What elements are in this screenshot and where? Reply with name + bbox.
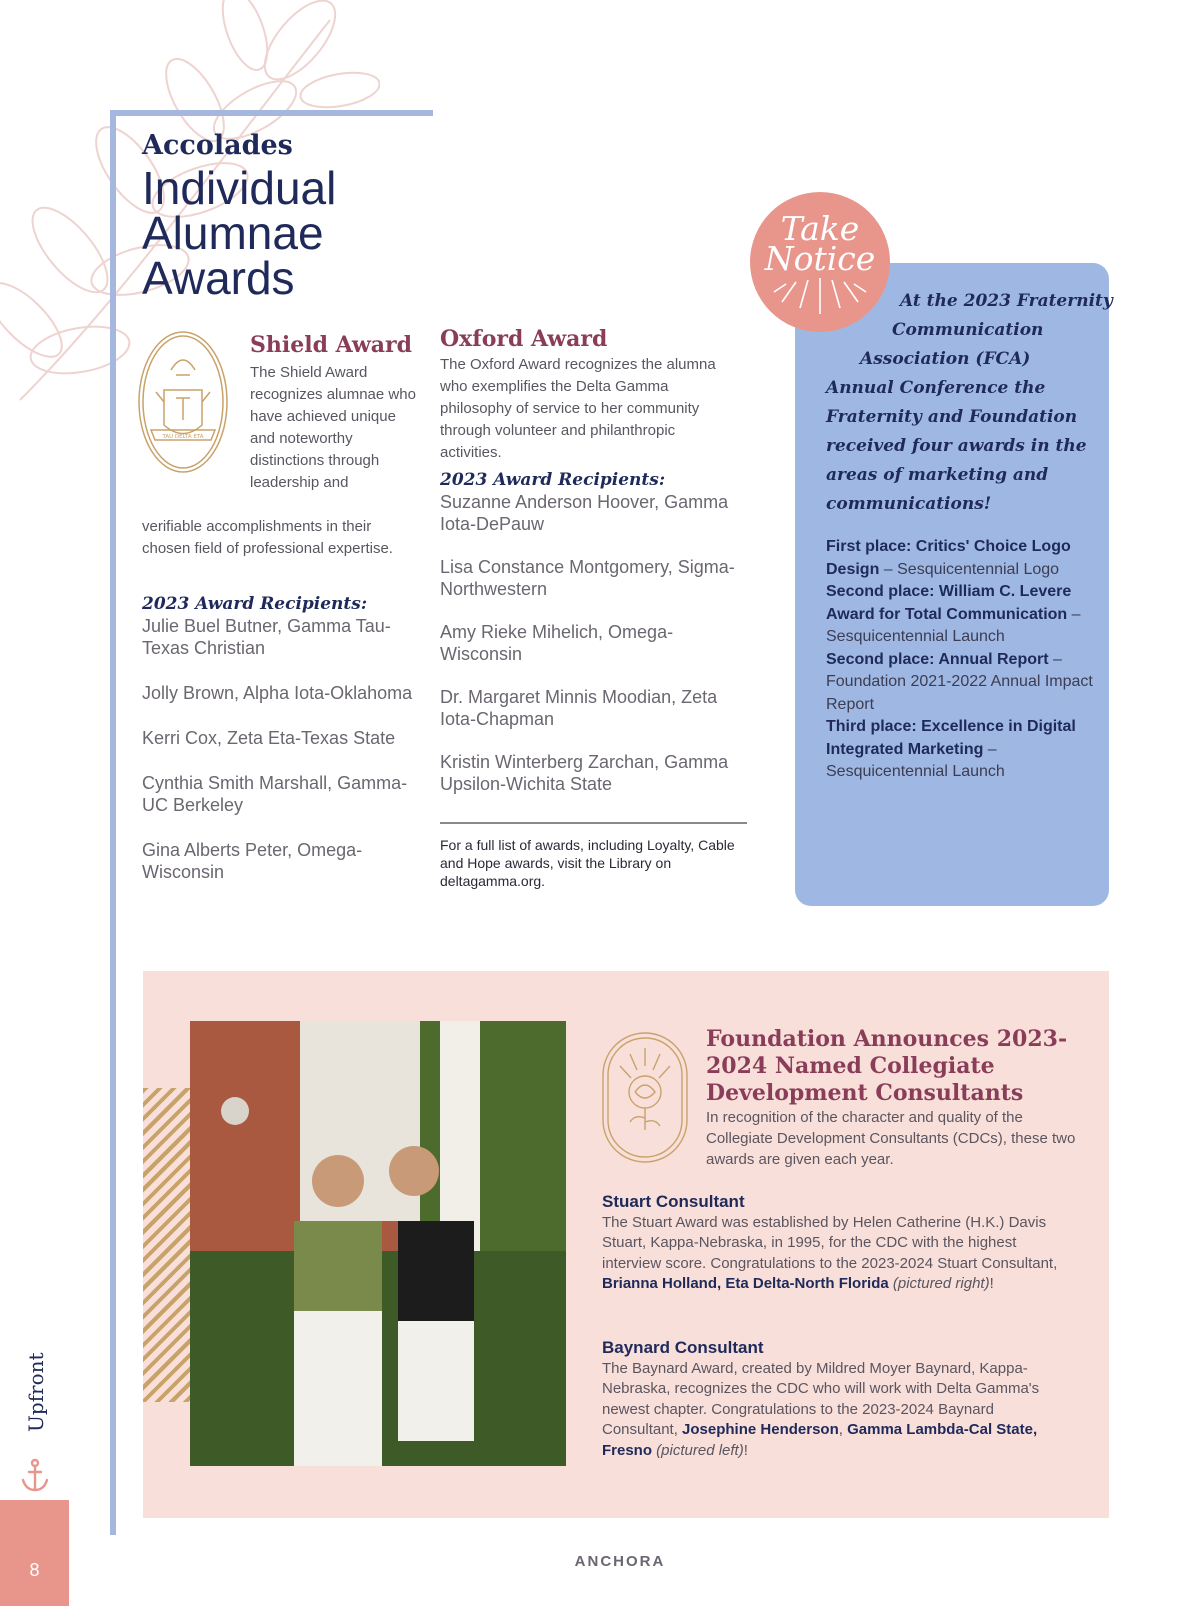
frame-top-rule xyxy=(110,110,433,116)
page-title: Individual Alumnae Awards xyxy=(142,162,337,304)
baynard-recipient: Josephine Henderson xyxy=(682,1421,839,1438)
list-item: Cynthia Smith Marshall, Gamma-UC Berkeley xyxy=(142,773,408,815)
page-corner-tab xyxy=(0,1500,69,1606)
baynard-heading: Baynard Consultant xyxy=(602,1338,764,1357)
list-item xyxy=(826,649,1106,717)
shield-crest-icon xyxy=(136,330,230,475)
section-label: Upfront xyxy=(24,1352,48,1432)
rose-medal-icon xyxy=(600,1030,690,1165)
notice-intro-line-2: Communication xyxy=(892,320,1044,340)
photo-illustration xyxy=(190,1021,566,1466)
list-item xyxy=(826,581,1106,649)
award-project: – Sesquicentennial Launch xyxy=(826,740,1005,780)
consultants-photo xyxy=(190,1021,566,1466)
stuart-heading: Stuart Consultant xyxy=(602,1192,745,1211)
baynard-separator: , xyxy=(838,1421,848,1438)
award-name: First place: Critics' Choice Logo Design xyxy=(826,538,1071,578)
frame-left-rule xyxy=(110,110,116,1535)
baynard-text xyxy=(602,1359,1072,1462)
award-project: – Foundation 2021-2022 Annual Impact Report xyxy=(826,650,1093,713)
oxford-award-title: Oxford Award xyxy=(440,326,608,352)
badge-label xyxy=(750,209,890,278)
stuart-recipient: Brianna Holland xyxy=(602,1275,718,1292)
page-number: 8 xyxy=(29,1560,40,1580)
baynard-chapter: Gamma Lambda-Cal State, Fresno xyxy=(602,1421,1038,1459)
shield-award-title: Shield Award xyxy=(250,332,412,358)
oxford-award-description: The Oxford Award recognizes the alumna who exemplifies the Delta Gamma philosophy of service to her community through volunteer and philanthropic activities. xyxy=(440,356,716,461)
list-item: Lisa Constance Montgomery, Sigma-Northwestern xyxy=(440,557,735,599)
baynard-consultant-section xyxy=(602,1338,1072,1461)
shield-award-description-cont: verifiable accomplishments in their chosen field of professional expertise. xyxy=(142,518,393,557)
divider xyxy=(440,822,747,824)
awards-footnote: For a full list of awards, including Loyalty, Cable and Hope awards, visit the Library on deltagamma.org. xyxy=(440,837,735,889)
list-item: Dr. Margaret Minnis Moodian, Zeta Iota-Chapman xyxy=(440,687,718,729)
award-name: Third place: Excellence in Digital Integrated Marketing xyxy=(826,718,1076,758)
take-notice-badge xyxy=(750,192,890,332)
oxford-recipients-label: 2023 Award Recipients: xyxy=(440,470,666,490)
foundation-title: Foundation Announces 2023-2024 Named Collegiate Development Consultants xyxy=(706,1026,1068,1106)
stuart-end: ! xyxy=(989,1275,994,1292)
stuart-text xyxy=(602,1213,1072,1295)
baynard-description: The Baynard Award, created by Mildred Moyer Baynard, Kappa-Nebraska, recognizes the CDC who will work with Delta Gamma's newest chapter. Congratulations to the 2023-2024 Baynard Consultant, xyxy=(602,1359,1040,1438)
award-name: Second place: William C. Levere Award for Total Communication xyxy=(826,583,1072,623)
list-item xyxy=(826,536,1106,581)
notice-awards-list xyxy=(826,536,1106,784)
stuart-consultant-section xyxy=(602,1192,1072,1295)
stuart-separator: , xyxy=(717,1275,726,1292)
badge-line-1: Take xyxy=(780,209,860,248)
shield-recipients-list xyxy=(142,615,422,906)
shield-recipients-label: 2023 Award Recipients: xyxy=(142,594,368,614)
crest-motto: TAU DELTA ETA xyxy=(162,434,204,440)
shield-award-description: The Shield Award recognizes alumnae who have achieved unique and noteworthy distinctions through leadership and xyxy=(250,364,416,491)
notice-intro-line-3: Association (FCA) xyxy=(860,349,1031,369)
award-project: – Sesquicentennial Logo xyxy=(879,560,1060,578)
notice-intro-line-1: At the 2023 Fraternity xyxy=(900,291,1113,311)
sunburst-icon xyxy=(770,274,870,324)
anchor-icon xyxy=(20,1458,50,1494)
foundation-intro: In recognition of the character and quality of the Collegiate Development Consultants (CDCs), these two awards are given each year. xyxy=(706,1109,1076,1168)
award-project: – Sesquicentennial Launch xyxy=(826,605,1081,645)
list-item: Julie Buel Butner, Gamma Tau-Texas Christian xyxy=(142,616,391,658)
section-kicker: Accolades xyxy=(142,130,293,161)
list-item: Gina Alberts Peter, Omega-Wisconsin xyxy=(142,840,363,882)
list-item: Kristin Winterberg Zarchan, Gamma Upsilon-Wichita State xyxy=(440,752,729,794)
publication-name: ANCHORA xyxy=(574,1553,666,1570)
stuart-note: (pictured right) xyxy=(888,1275,990,1292)
award-name: Second place: Annual Report xyxy=(826,650,1049,668)
baynard-note: (pictured left) xyxy=(652,1441,744,1459)
badge-line-2: Notice xyxy=(764,239,876,278)
stuart-chapter: Eta Delta-North Florida xyxy=(725,1275,889,1292)
list-item: Suzanne Anderson Hoover, Gamma Iota-DePauw xyxy=(440,492,729,534)
oxford-recipients-list xyxy=(440,491,740,816)
list-item: Amy Rieke Mihelich, Omega-Wisconsin xyxy=(440,622,674,664)
list-item: Kerri Cox, Zeta Eta-Texas State xyxy=(142,728,396,748)
list-item xyxy=(826,716,1106,784)
notice-intro-rest: Annual Conference the Fraternity and Foundation received four awards in the areas of marketing and communications! xyxy=(826,378,1087,514)
list-item: Jolly Brown, Alpha Iota-Oklahoma xyxy=(142,683,413,703)
decorative-hatch xyxy=(143,1088,193,1402)
stuart-description: The Stuart Award was established by Helen Catherine (H.K.) Davis Stuart, Kappa-Nebraska, in 1995, for the CDC with the highest interview score. Congratulations to the 2023-2024 Stuart Consultant, xyxy=(602,1213,1058,1272)
baynard-end: ! xyxy=(743,1441,748,1459)
